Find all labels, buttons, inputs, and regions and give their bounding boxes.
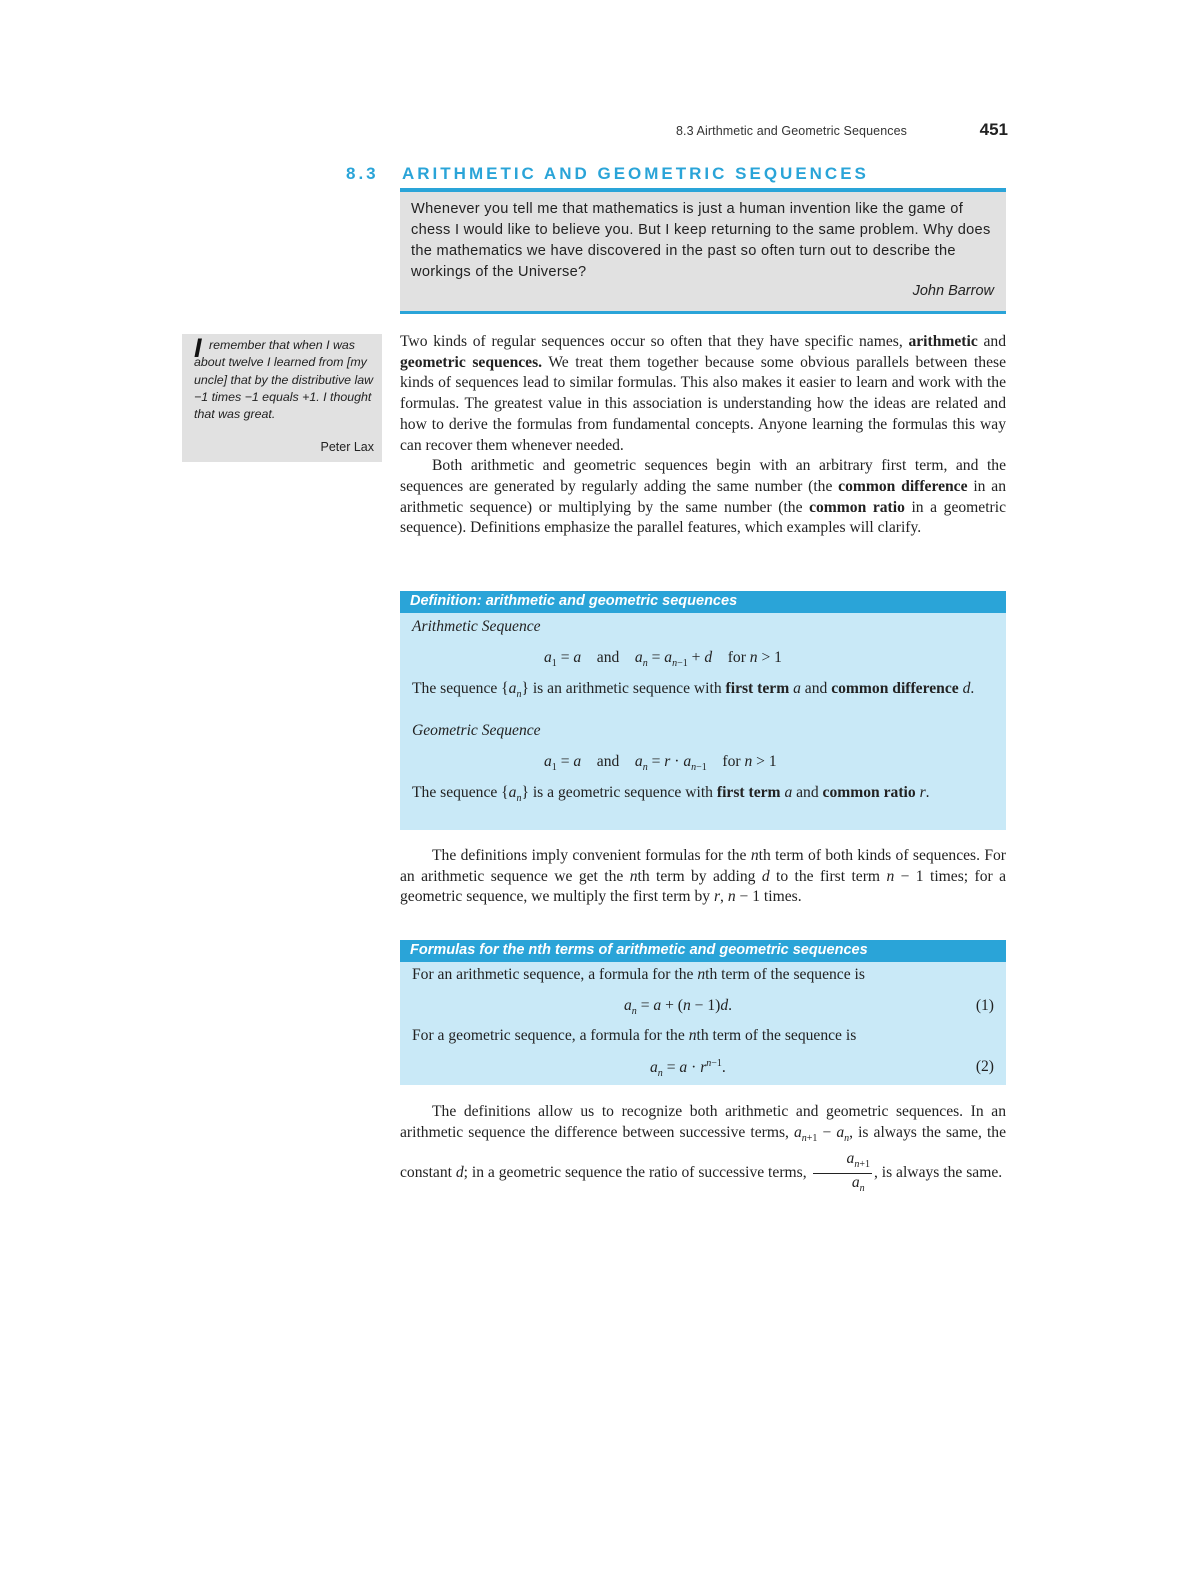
page-number: 451 — [979, 120, 1008, 139]
geometric-label: Geometric Sequence — [412, 722, 541, 739]
arithmetic-nth-term-formula: $a_n = a + (n - 1)d$. — [624, 997, 733, 1018]
geometric-nth-term-formula: $a_n = a \cdot r^{n-1}$. — [650, 1058, 726, 1080]
epigraph-text: Whenever you tell me that mathematics is just a human invention like the game of chess I would like to believe you. But I keep returning to the same problem. Why does the mathematics we have discovered in the past so often turn out to describe the workings of the Universe? — [411, 201, 991, 280]
paragraph-3: The definitions imply convenient formulas for the nth term of both kinds of sequences. For an arithmetic sequence we get the nth term by adding d to the first term n − 1 times; for a geometric sequence, we multiply the first term by r, n − 1 times. — [400, 847, 1007, 906]
geometric-description: The sequence $\{a_n\}$ is a geometric sequence with first term a and common ratio r. — [412, 784, 930, 805]
equation-number-1: (1) — [975, 997, 994, 1014]
definition-box-header — [400, 591, 1006, 613]
formula-box — [400, 940, 1006, 1085]
margin-quote-author: Peter Lax — [320, 440, 374, 454]
margin-quote — [182, 334, 382, 462]
running-head — [676, 120, 1008, 142]
arithmetic-label: Arithmetic Sequence — [412, 618, 541, 635]
paragraph-2: Both arithmetic and geometric sequences begin with an arbitrary first term, and the sequences are generated by regularly adding the same number (the common difference in an arithmetic sequence) or multiplying by the same number (the common ratio in a geometric sequence). Definitions emphasize the parallel features, which examples will clarify. — [400, 457, 1007, 537]
paragraph-4: The definitions allow us to recognize both arithmetic and geometric sequences. In an arithmetic sequence the difference between successive terms, $a_{n+1} - a_n$, is always the same, the constant d; in a geometric sequence the ratio of successive terms, $\frac{a_{n+1}}{a_n}$ , is always the same. — [400, 1102, 1006, 1197]
arithmetic-formula-intro: For an arithmetic sequence, a formula for the nth term of the sequence is — [412, 966, 865, 983]
section-number: 8.3 — [346, 164, 379, 183]
epigraph-box — [400, 192, 1006, 314]
margin-quote-initial: I — [194, 333, 202, 363]
section-heading: ARITHMETIC AND GEOMETRIC SEQUENCES — [402, 164, 869, 183]
geometric-definition-equation: $a_1 = a$ and $a_n = r \cdot a_{n-1}$ for n > 1 — [544, 753, 777, 774]
section-title — [346, 164, 1006, 190]
body-text-recognize — [400, 1102, 1006, 1197]
epigraph-author: John Barrow — [912, 283, 994, 299]
ratio-fraction: $\frac{a_{n+1}}{a_n}$ — [813, 1150, 872, 1197]
definition-box-title: Definition: arithmetic and geometric sequences — [410, 593, 738, 609]
margin-quote-text: remember that when I was about twelve I learned from [my uncle] that by the distributive law −1 times −1 equals +1. I thought that was great. — [194, 338, 374, 422]
formula-box-title: Formulas for the nth terms of arithmetic and geometric sequences — [410, 942, 868, 958]
equation-number-2: (2) — [975, 1058, 994, 1075]
body-text-nth-term — [400, 846, 1006, 908]
running-head-title: 8.3 Airthmetic and Geometric Sequences — [676, 124, 908, 138]
paragraph-1: Two kinds of regular sequences occur so often that they have specific names, arithmetic and geometric sequences. We treat them together because some obvious parallels between these kinds of sequences lead to similar formulas. This also makes it easier to learn and work with the formulas. The greatest value in this association is understanding how the ideas are related and how to derive the formulas from fundamental concepts. Anyone learning the formulas this way can recover them whenever needed. — [400, 333, 1006, 454]
body-text-intro — [400, 332, 1006, 539]
geometric-formula-intro: For a geometric sequence, a formula for the nth term of the sequence is — [412, 1027, 857, 1044]
arithmetic-description: The sequence $\{a_n\}$ is an arithmetic sequence with first term a and common difference d. — [412, 680, 975, 701]
definition-box — [400, 591, 1006, 830]
arithmetic-definition-equation: $a_1 = a$ and $a_n = a_{n-1} + d$ for n > 1 — [544, 649, 782, 670]
formula-box-header — [400, 940, 1006, 962]
